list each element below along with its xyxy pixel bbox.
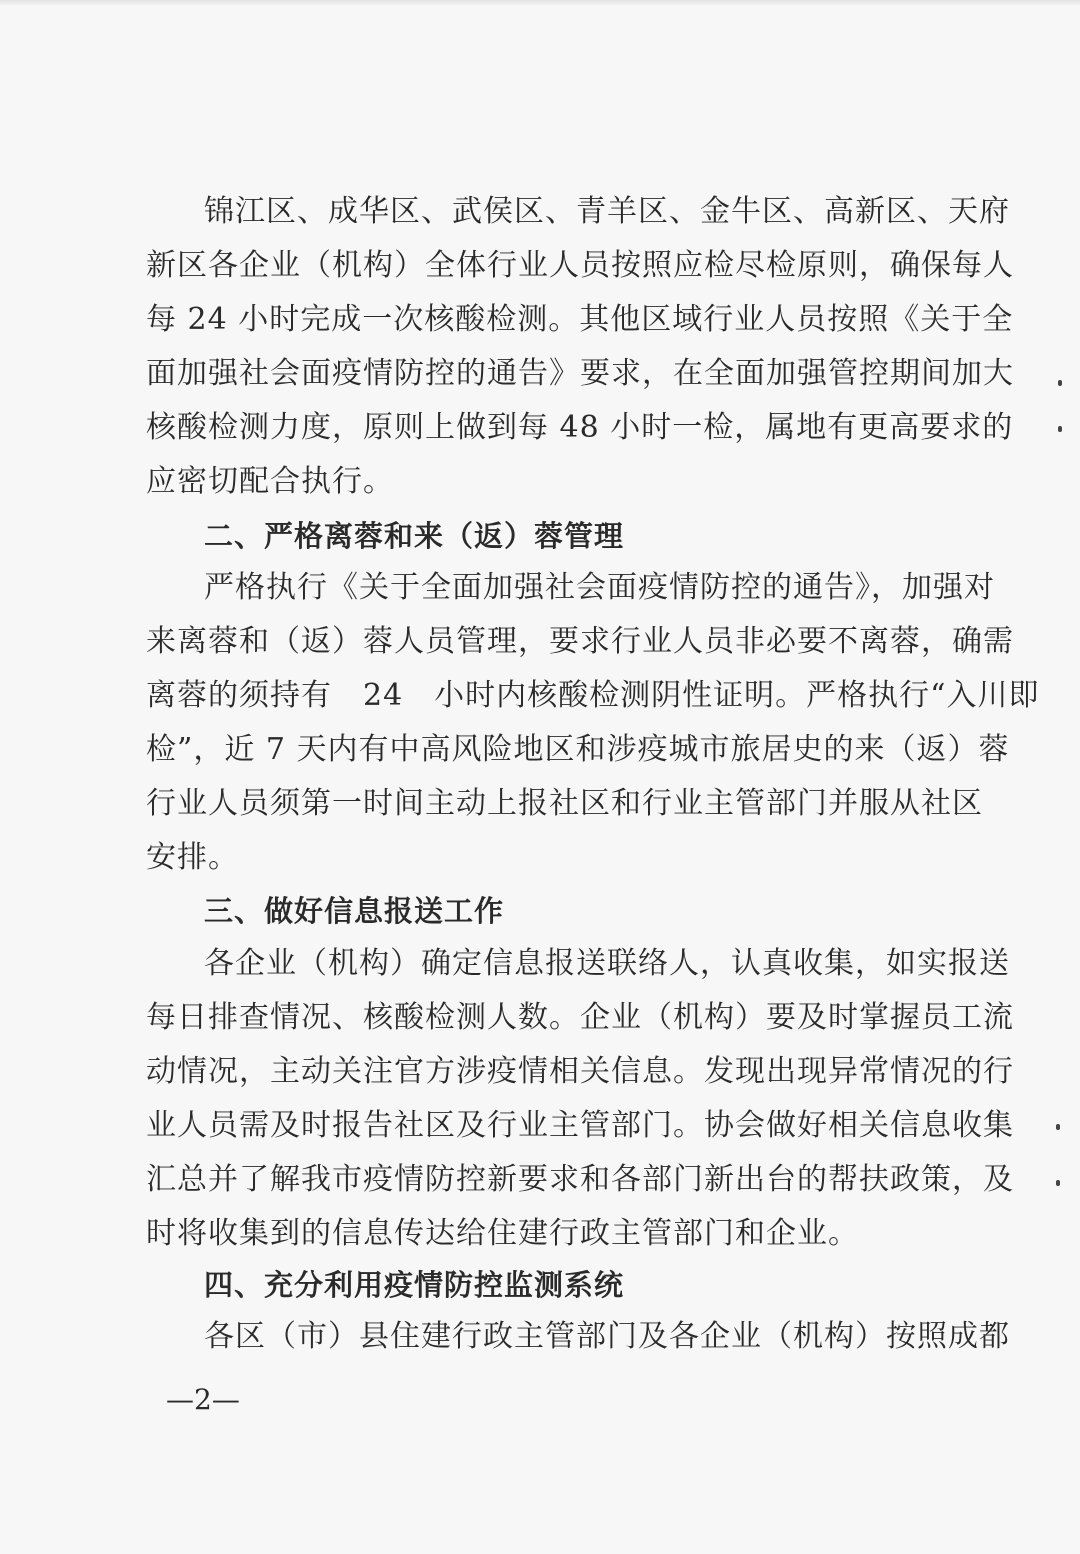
paragraph-line: 来离蓉和（返）蓉人员管理，要求行业人员非必要不离蓉，确需 — [146, 624, 1014, 659]
paragraph-line: 业人员需及时报告社区及行业主管部门。协会做好相关信息收集 — [146, 1108, 1014, 1143]
paragraph-line: 动情况，主动关注官方涉疫情相关信息。发现出现异常情况的行 — [146, 1054, 1014, 1089]
scan-top-edge — [0, 0, 1080, 6]
page-number: —2— — [166, 1383, 240, 1416]
paragraph-line: 各企业（机构）确定信息报送联络人，认真收集，如实报送 — [204, 946, 1010, 981]
paragraph-line: 每 24 小时完成一次核酸检测。其他区域行业人员按照《关于全 — [146, 302, 1014, 337]
section-heading: 四、充分利用疫情防控监测系统 — [204, 1268, 625, 1302]
scan-artifact — [1056, 1124, 1060, 1130]
paragraph-line: 应密切配合执行。 — [146, 464, 394, 499]
scan-artifact — [1056, 1180, 1060, 1186]
paragraph-line: 行业人员须第一时间主动上报社区和行业主管部门并服从社区 — [146, 786, 983, 821]
paragraph-line: 各区（市）县住建行政主管部门及各企业（机构）按照成都 — [204, 1319, 1010, 1354]
paragraph-line: 时将收集到的信息传达给住建行政主管部门和企业。 — [146, 1216, 859, 1251]
paragraph-line: 锦江区、成华区、武侯区、青羊区、金牛区、高新区、天府 — [204, 194, 1010, 229]
paragraph-line: 汇总并了解我市疫情防控新要求和各部门新出台的帮扶政策，及 — [146, 1162, 1014, 1197]
paragraph-line: 每日排查情况、核酸检测人数。企业（机构）要及时掌握员工流 — [146, 1000, 1014, 1035]
paragraph-line: 新区各企业（机构）全体行业人员按照应检尽检原则，确保每人 — [146, 248, 1014, 283]
paragraph-line: 安排。 — [146, 840, 239, 875]
scan-artifact — [1058, 426, 1062, 432]
scan-artifact — [1058, 380, 1062, 386]
paragraph-line: 检”，近 7 天内有中高风险地区和涉疫城市旅居史的来（返）蓉 — [146, 732, 1010, 767]
section-heading: 二、严格离蓉和来（返）蓉管理 — [204, 519, 625, 553]
section-heading: 三、做好信息报送工作 — [204, 894, 505, 928]
paragraph-line: 离蓉的须持有 24 小时内核酸检测阴性证明。严格执行“入川即 — [146, 678, 1040, 713]
paragraph-line: 面加强社会面疫情防控的通告》要求，在全面加强管控期间加大 — [146, 356, 1014, 391]
paragraph-line: 严格执行《关于全面加强社会面疫情防控的通告》，加强对 — [204, 570, 995, 605]
paragraph-line: 核酸检测力度，原则上做到每 48 小时一检，属地有更高要求的 — [146, 410, 1014, 445]
